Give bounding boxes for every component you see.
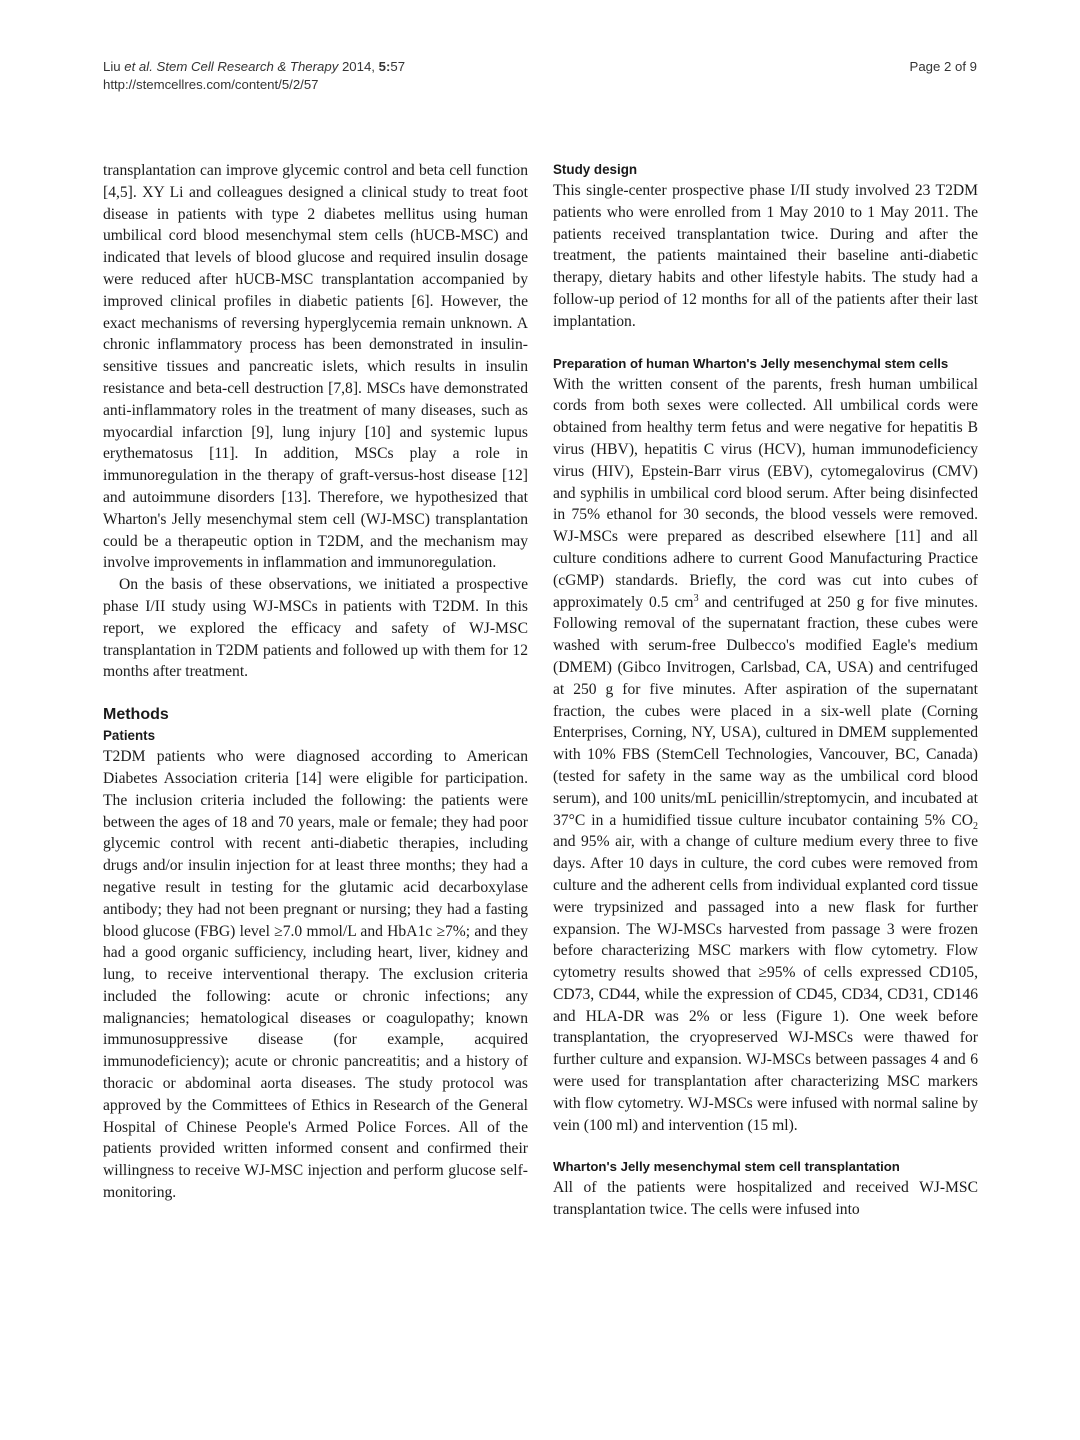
transplantation-paragraph: All of the patients were hospitalized and received WJ-MSC transplantation twice. The cells were infused into: [553, 1179, 978, 1219]
subsection-heading-patients: Patients: [103, 728, 156, 744]
right-column: [553, 160, 978, 1221]
intro-paragraph-final: On the basis of these observations, we initiated a prospective phase I/II study using WJ-MSCs in patients with T2DM. In this report, we explored the efficacy and safety of WJ-MSC transplantation in T2DM patients and followed up with them for 12 months after treatment.: [103, 576, 528, 681]
intro-paragraph-continued: transplantation can improve glycemic control and beta cell function [4,5]. XY Li and colleagues designed a clinical study to treat foot disease in patients with type 2 diabetes mellitus using human umbilical cord blood mesenchymal stem cells (hUCB-MSC) and indicated that levels of blood glucose and required insulin dosage were reduced after hUCB-MSC transplantation accompanied by improved clinical profiles in diabetic patients [6]. However, the exact mechanisms of reversing hyperglycemia remain unknown. A chronic inflammatory process has been demonstrated in insulin-sensitive tissues and pancreatic islets, which results in insulin resistance and beta-cell destruction [7,8]. MSCs have demonstrated anti-inflammatory roles in the treatment of many diseases, such as myocardial infarction [9], lung injury [10] and systemic lupus erythematosus [11]. In addition, MSCs play a role in immunoregulation in the therapy of graft-versus-host disease [12] and autoimmune disorders [13]. Therefore, we hypothesized that Wharton's Jelly mesenchymal stem cell (WJ-MSC) transplantation could be a therapeutic option in T2DM, and the mechanism may involve improvements in inflammation and immunoregulation.: [103, 162, 528, 572]
citation-article: 57: [390, 59, 406, 74]
subsection-heading-transplantation: Wharton's Jelly mesenchymal stem cell transplantation: [553, 1159, 900, 1175]
article-url[interactable]: http://stemcellres.com/content/5/2/57: [103, 77, 319, 92]
left-column: [103, 160, 528, 1204]
page-header: [103, 58, 977, 94]
study-design-paragraph: This single-center prospective phase I/II study involved 23 T2DM patients who were enrolled from 1 May 2010 to 1 May 2011. The patients received transplantation twice. During and after the treatment, the patients maintained their baseline anti-diabetic therapy, dietary habits and other lifestyle habits. The study had a follow-up period of 12 months for all of the patients after their last implantation.: [553, 182, 978, 330]
citation-journal: et al. Stem Cell Research & Therapy: [124, 59, 339, 74]
citation-year: 2014,: [338, 59, 379, 74]
preparation-paragraph: With the written consent of the parents, fresh human umbilical cords from both sexes were collected. All umbilical cords were obtained from healthy term fetus and were negative for hepatitis B virus (HBV), hepatitis C virus (HCV), human immunodeficiency virus (HIV), Epstein-Barr virus (EBV), cytomegalovirus (CMV) and syphilis in umbilical cord blood serum. After being disinfected in 75% ethanol for 30 seconds, the blood vessels were removed. WJ-MSCs were prepared as described elsewhere [11] and all culture conditions adhere to current Good Manufacturing Practice (cGMP) standards. Briefly, the cord was cut into cubes of approximately 0.5 $cm^3$ and centrifuged at 250 g for five minutes. Following removal of the supernatant fraction, these cubes were washed with serum-free Dulbecco's modified Eagle's medium (DMEM) (Gibco Invitrogen, Carlsbad, CA, USA) and centrifuged at 250 g for five minutes. After aspiration of the supernatant fraction, the cubes were placed in a six-well plate (Corning Enterprises, Corning, NY, USA), cultured in DMEM supplemented with 10% FBS (StemCell Technologies, Vancouver, BC, Canada) (tested for safety in the same way as the umbilical cord blood serum), and 100 units/mL penicillin/streptomycin, and incubated at 37°C in a humidified tissue culture incubator containing 5% $CO_2$ and 95% air, with a change of culture medium every three to five days. After 10 days in culture, the cord cubes were removed from culture and the adherent cells from individual explanted cord tissue were trypsinized and passaged into a new flask for further expansion. The WJ-MSCs harvested from passage 3 were frozen before characterizing MSC markers with flow cytometry. Flow cytometry results showed that ≥95% of cells expressed CD105, CD73, CD44, while the expression of CD45, CD34, CD31, CD146 and HLA-DR was 2% or less (Figure 1). One week before transplantation, the cryopreserved WJ-MSCs were thawed for further culture and expansion. WJ-MSCs between passages 4 and 6 were used for transplantation after characterizing MSC markers with flow cytometry. WJ-MSCs were infused with normal saline by vein (100 ml) and intervention (15 ml).: [553, 375, 978, 1134]
citation-authors: Liu: [103, 59, 125, 74]
page-number: Page 2 of 9: [909, 59, 977, 74]
citation-volume: 5:: [378, 59, 391, 74]
subsection-heading-preparation: Preparation of human Wharton's Jelly mesenchymal stem cells: [553, 355, 949, 371]
section-heading-methods: Methods: [103, 706, 169, 724]
subsection-heading-study-design: Study design: [553, 162, 638, 177]
citation-line: [103, 58, 977, 76]
patients-paragraph: T2DM patients who were diagnosed according to American Diabetes Association criteria [14] were eligible for participation. The inclusion criteria included the following: the patients were between the ages of 18 and 70 years, male or female; they had poor glycemic control with recent anti-diabetic therapies, including drugs and/or insulin injection for at least three months; they had a negative result in testing for the glutamic acid decarboxylase antibody; they had not been pregnant or nursing; they had a fasting blood glucose (FBG) level ≥7.0 mmol/L and HbA1c ≥7%; and they had a good organic sufficiency, including heart, liver, kidney and lung, to receive interventional therapy. The exclusion criteria included the following: acute or chronic infections; any malignancies; hematological diseases or coagulopathy; known immunosuppressive disease (for example, acquired immunodeficiency); acute or chronic pancreatitis; and a history of thoracic or abdominal aorta diseases. The study protocol was approved by the Committees of Ethics in Research of the General Hospital of Chinese People's Armed Police Forces. All of the patients provided written informed consent and confirmed their willingness to receive WJ-MSC injection and perform glucose self-monitoring.: [103, 748, 528, 1202]
